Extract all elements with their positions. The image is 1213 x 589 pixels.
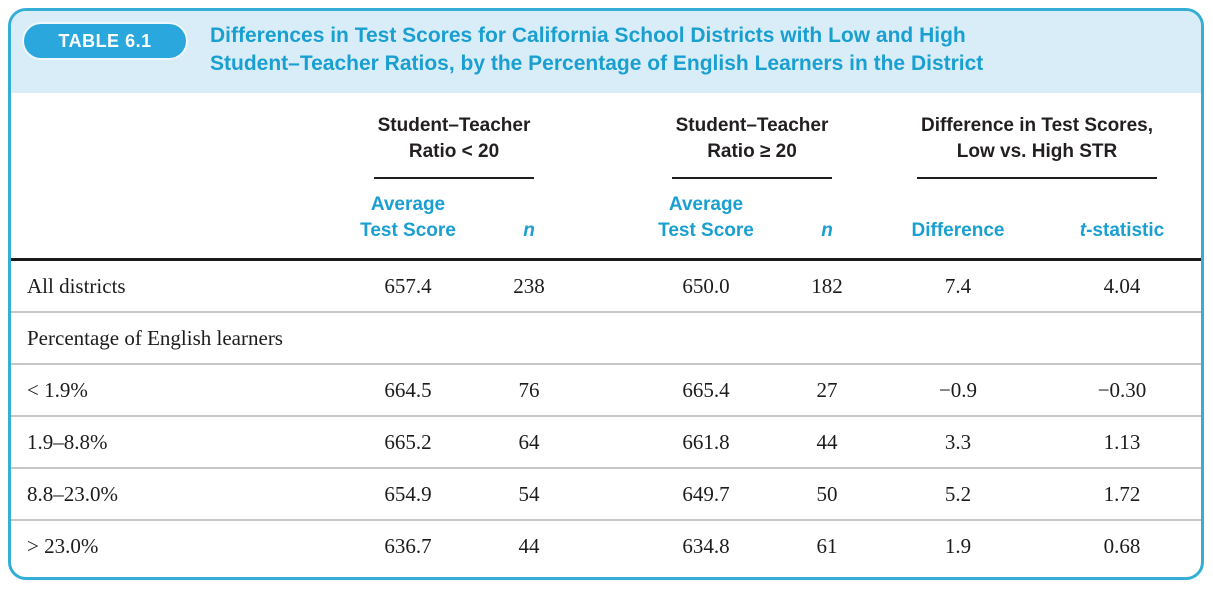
group-header-row	[11, 93, 1201, 179]
cell-n-high: 50	[816, 481, 838, 506]
cell-n-low: 76	[518, 377, 540, 402]
cell-avg-low: 657.4	[384, 273, 432, 298]
avg-low-line2: Test Score	[360, 220, 456, 241]
cell-difference: −0.9	[938, 377, 978, 402]
col-header-difference: Difference	[911, 220, 1005, 241]
group-header-str-high-text	[672, 113, 833, 179]
cell-gap	[575, 468, 631, 520]
col-header-avg-score-high	[631, 179, 781, 260]
cell-n-low: 44	[518, 533, 540, 558]
row-label: All districts	[27, 273, 126, 298]
table-row-8-8-to-23pct	[11, 468, 1201, 520]
cell-avg-low: 664.5	[384, 377, 432, 402]
cell-avg-low: 636.7	[384, 533, 432, 558]
row-label: < 1.9%	[27, 377, 88, 402]
row-label: 1.9–8.8%	[27, 429, 108, 454]
cell-t-statistic: −0.30	[1097, 377, 1147, 402]
cell-gap	[575, 416, 631, 468]
table-title-line2: Student–Teacher Ratios, by the Percentage of English Learners in the District	[210, 52, 984, 75]
table-body	[11, 260, 1201, 572]
cell-t-statistic: 1.72	[1103, 481, 1141, 506]
cell-avg-low: 654.9	[384, 481, 432, 506]
group-header-difference	[873, 93, 1201, 179]
cell-gap	[575, 364, 631, 416]
row-label: > 23.0%	[27, 533, 99, 558]
avg-high-line1: Average	[668, 194, 744, 215]
table-header-band	[11, 11, 1201, 93]
table-row-all-districts	[11, 260, 1201, 313]
cell-avg-high: 650.0	[682, 273, 730, 298]
cell-difference: 3.3	[944, 429, 972, 454]
col-header-t-statistic	[1043, 179, 1201, 260]
col-header-n-low: n	[523, 220, 535, 241]
empty-subheader-cell	[11, 179, 333, 260]
cell-n-high: 27	[816, 377, 838, 402]
gap-subheader-cell	[575, 179, 631, 260]
t-statistic-italic-t: t	[1079, 220, 1087, 241]
cell-n-low: 64	[518, 429, 540, 454]
gap-header-cell	[575, 93, 631, 179]
table-row-lt-1-9pct	[11, 364, 1201, 416]
table-row-1-9-to-8-8pct	[11, 416, 1201, 468]
col-header-avg-score-low	[333, 179, 483, 260]
cell-avg-high: 634.8	[682, 533, 730, 558]
table-title	[210, 22, 983, 78]
group-header-str-low	[333, 93, 575, 179]
table-number-badge	[24, 24, 186, 58]
section-label: Percentage of English learners	[27, 325, 283, 350]
group-str-high-line2: Ratio ≥ 20	[707, 141, 797, 162]
cell-n-low: 238	[513, 273, 545, 298]
group-str-high-line1: Student–Teacher	[675, 115, 829, 136]
table-head	[11, 93, 1201, 260]
cell-t-statistic: 1.13	[1103, 429, 1141, 454]
cell-avg-high: 665.4	[682, 377, 730, 402]
cell-n-low: 54	[518, 481, 540, 506]
cell-n-high: 182	[811, 273, 843, 298]
cell-gap	[575, 520, 631, 571]
avg-low-line1: Average	[370, 194, 446, 215]
cell-n-high: 44	[816, 429, 838, 454]
group-difference-line1: Difference in Test Scores,	[921, 115, 1153, 136]
group-str-low-line2: Ratio < 20	[408, 141, 500, 162]
table-frame	[8, 8, 1204, 580]
cell-difference: 1.9	[944, 533, 972, 558]
cell-avg-high: 649.7	[682, 481, 730, 506]
statistics-table	[11, 93, 1201, 571]
table-section-row	[11, 312, 1201, 364]
table-title-line1: Differences in Test Scores for California School Districts with Low and High	[210, 24, 966, 47]
column-header-row	[11, 179, 1201, 260]
cell-t-statistic: 4.04	[1103, 273, 1141, 298]
group-header-difference-text	[917, 113, 1157, 179]
col-header-n-high: n	[821, 220, 833, 241]
cell-avg-high: 661.8	[682, 429, 730, 454]
cell-difference: 7.4	[944, 273, 972, 298]
cell-t-statistic: 0.68	[1103, 533, 1141, 558]
avg-high-line2: Test Score	[658, 220, 754, 241]
table-row-gt-23pct	[11, 520, 1201, 571]
cell-difference: 5.2	[944, 481, 972, 506]
group-header-str-low-text	[374, 113, 535, 179]
table-number-label: TABLE 6.1	[58, 30, 152, 51]
group-str-low-line1: Student–Teacher	[377, 115, 531, 136]
cell-n-high: 61	[816, 533, 838, 558]
group-header-str-high	[631, 93, 873, 179]
row-label: 8.8–23.0%	[27, 481, 118, 506]
group-difference-line2: Low vs. High STR	[956, 141, 1118, 162]
t-statistic-rest: -statistic	[1086, 220, 1165, 241]
cell-avg-low: 665.2	[384, 429, 432, 454]
empty-header-cell	[11, 93, 333, 179]
cell-gap	[575, 260, 631, 313]
